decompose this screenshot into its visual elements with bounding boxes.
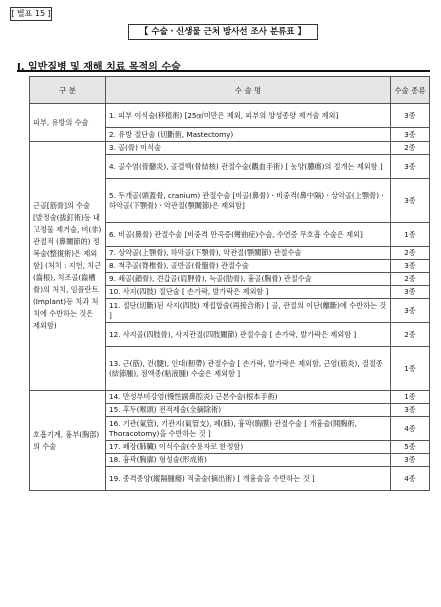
surgery-type-cell: 4종 [391, 467, 430, 491]
table-header-row [30, 77, 430, 104]
surgery-type-cell: 3종 [391, 260, 430, 273]
surgery-name-cell: 18. 흉곽(胸廓) 형성술(形成術) [106, 454, 391, 467]
surgery-name-cell: 9. 쇄골(鎖骨), 견갑골(肩胛骨), 늑골(肋骨), 흉골(胸骨) 관절수술 [106, 273, 391, 286]
surgery-type-cell: 5종 [391, 441, 430, 454]
surgery-type-cell: 2종 [391, 142, 430, 155]
surgery-name-cell: 3. 골(骨) 이식술 [106, 142, 391, 155]
surgery-type-cell: 1종 [391, 347, 430, 391]
surgery-name-cell: 12. 사지골(四肢骨), 사지관절(四肢關節) 관절수술 [ 손가락, 발가락은 제외함 ] [106, 323, 391, 347]
surgery-name-cell: 1. 피부 이식술(移植術) [25㎠미만은 제외, 피부의 양성종양 제거술 제외] [106, 104, 391, 128]
surgery-type-cell: 2종 [391, 247, 430, 260]
surgery-name-cell: 4. 골수염(骨髓炎), 골결핵(骨結核) 관절수술(觀血手術) [ 농양(膿瘍)의 절개는 제외함 ] [106, 155, 391, 179]
table-row [30, 142, 430, 155]
surgery-name-cell: 16. 기관(氣管), 기관지(氣管支), 폐(肺), 흉막(胸膜) 관절수술 [ 개흉술(開胸術, Thoracotomy)을 수반하는 것 ] [106, 417, 391, 441]
surgery-type-cell: 3종 [391, 104, 430, 128]
surgery-type-cell: 1종 [391, 223, 430, 247]
document-title: 【 수술ㆍ신생물 근처 방사선 조사 분류표 】 [128, 24, 318, 40]
surgery-name-cell: 14. 만성부비강염(慢性副鼻腔炎) 근본수술(根本手術) [106, 391, 391, 404]
surgery-classification-table [29, 76, 430, 491]
surgery-type-cell: 3종 [391, 286, 430, 299]
surgery-type-cell: 2종 [391, 273, 430, 286]
section-underline [17, 70, 430, 72]
table-row [30, 104, 430, 128]
header-category: 구 분 [30, 77, 106, 104]
surgery-name-cell: 10. 사지(四肢) 절단술 [ 손가락, 발가락은 제외함 ] [106, 286, 391, 299]
header-surgery-type: 수술 종류 [391, 77, 430, 104]
header-surgery-name: 수 술 명 [106, 77, 391, 104]
surgery-name-cell: 19. 종격종양(縱隔腫瘍) 적출술(摘出術) [ 개흉술을 수반하는 것 ] [106, 467, 391, 491]
surgery-type-cell: 2종 [391, 323, 430, 347]
surgery-type-cell: 1종 [391, 391, 430, 404]
surgery-name-cell: 11. 절단(切斷)된 사지(四肢) 재접합술(再接合術) [ 골, 관절의 이단(離斷)에 수반하는 것 ] [106, 299, 391, 323]
table-row [30, 391, 430, 404]
surgery-type-cell: 3종 [391, 179, 430, 223]
surgery-type-cell: 3종 [391, 404, 430, 417]
section-heading: I. 일반질병 및 재해 치료 목적의 수술 [17, 62, 181, 73]
surgery-name-cell: 2. 유방 절단술 (切斷術, Mastectomy) [106, 128, 391, 142]
surgery-name-cell: 5. 두개골(頭蓋骨, cranium) 관절수술 [비골(鼻骨)ㆍ비중격(鼻中隔)ㆍ상악골(上顎骨)ㆍ하악골(下顎骨)ㆍ악관절(顎關節)은 제외함] [106, 179, 391, 223]
surgery-name-cell: 7. 상악골(上顎骨), 하악골(下顎骨), 악관절(顎關節) 관절수술 [106, 247, 391, 260]
surgery-type-cell: 4종 [391, 417, 430, 441]
surgery-type-cell: 3종 [391, 128, 430, 142]
surgery-type-cell: 3종 [391, 299, 430, 323]
category-cell: 피부, 유방의 수술 [30, 104, 106, 142]
category-cell: 근골[筋骨]의 수술 [발정술(拔釘術)등 내고정물 제거술, 비(非)관절적 (鼻關節的) 정복술(整復術)은 제외함] (처치 : 지헌, 치근(齒根), 치조골(齒槽骨)의 처치, 임플란트(Implant)등 치과 처치에 수반하는 것은 제외함) [30, 142, 106, 391]
category-cell: 호흡기계, 흉부(胸部)의 수술 [30, 391, 106, 491]
surgery-name-cell: 15. 후두(喉頭) 전적제술(全摘除術) [106, 404, 391, 417]
surgery-name-cell: 6. 비골(鼻骨) 관절수술 [비중격 만곡증(彎曲症)수술, 수연증 무호흡 수술은 제외] [106, 223, 391, 247]
surgery-name-cell: 8. 척추골(脊椎骨), 골반골(骨盤骨) 관절수술 [106, 260, 391, 273]
appendix-label: [ 별표 15 ] [10, 7, 52, 21]
surgery-type-cell: 3종 [391, 155, 430, 179]
surgery-name-cell: 13. 근(筋), 건(腱), 인대(靭帶) 관절수술 [ 손가락, 발가락은 제외함, 근염(筋炎), 결절종(結節腫), 점액종(粘液腫) 수술은 제외함 ] [106, 347, 391, 391]
surgery-name-cell: 17. 폐장(肺臟) 이식수술(수용자로 한정함) [106, 441, 391, 454]
surgery-type-cell: 3종 [391, 454, 430, 467]
